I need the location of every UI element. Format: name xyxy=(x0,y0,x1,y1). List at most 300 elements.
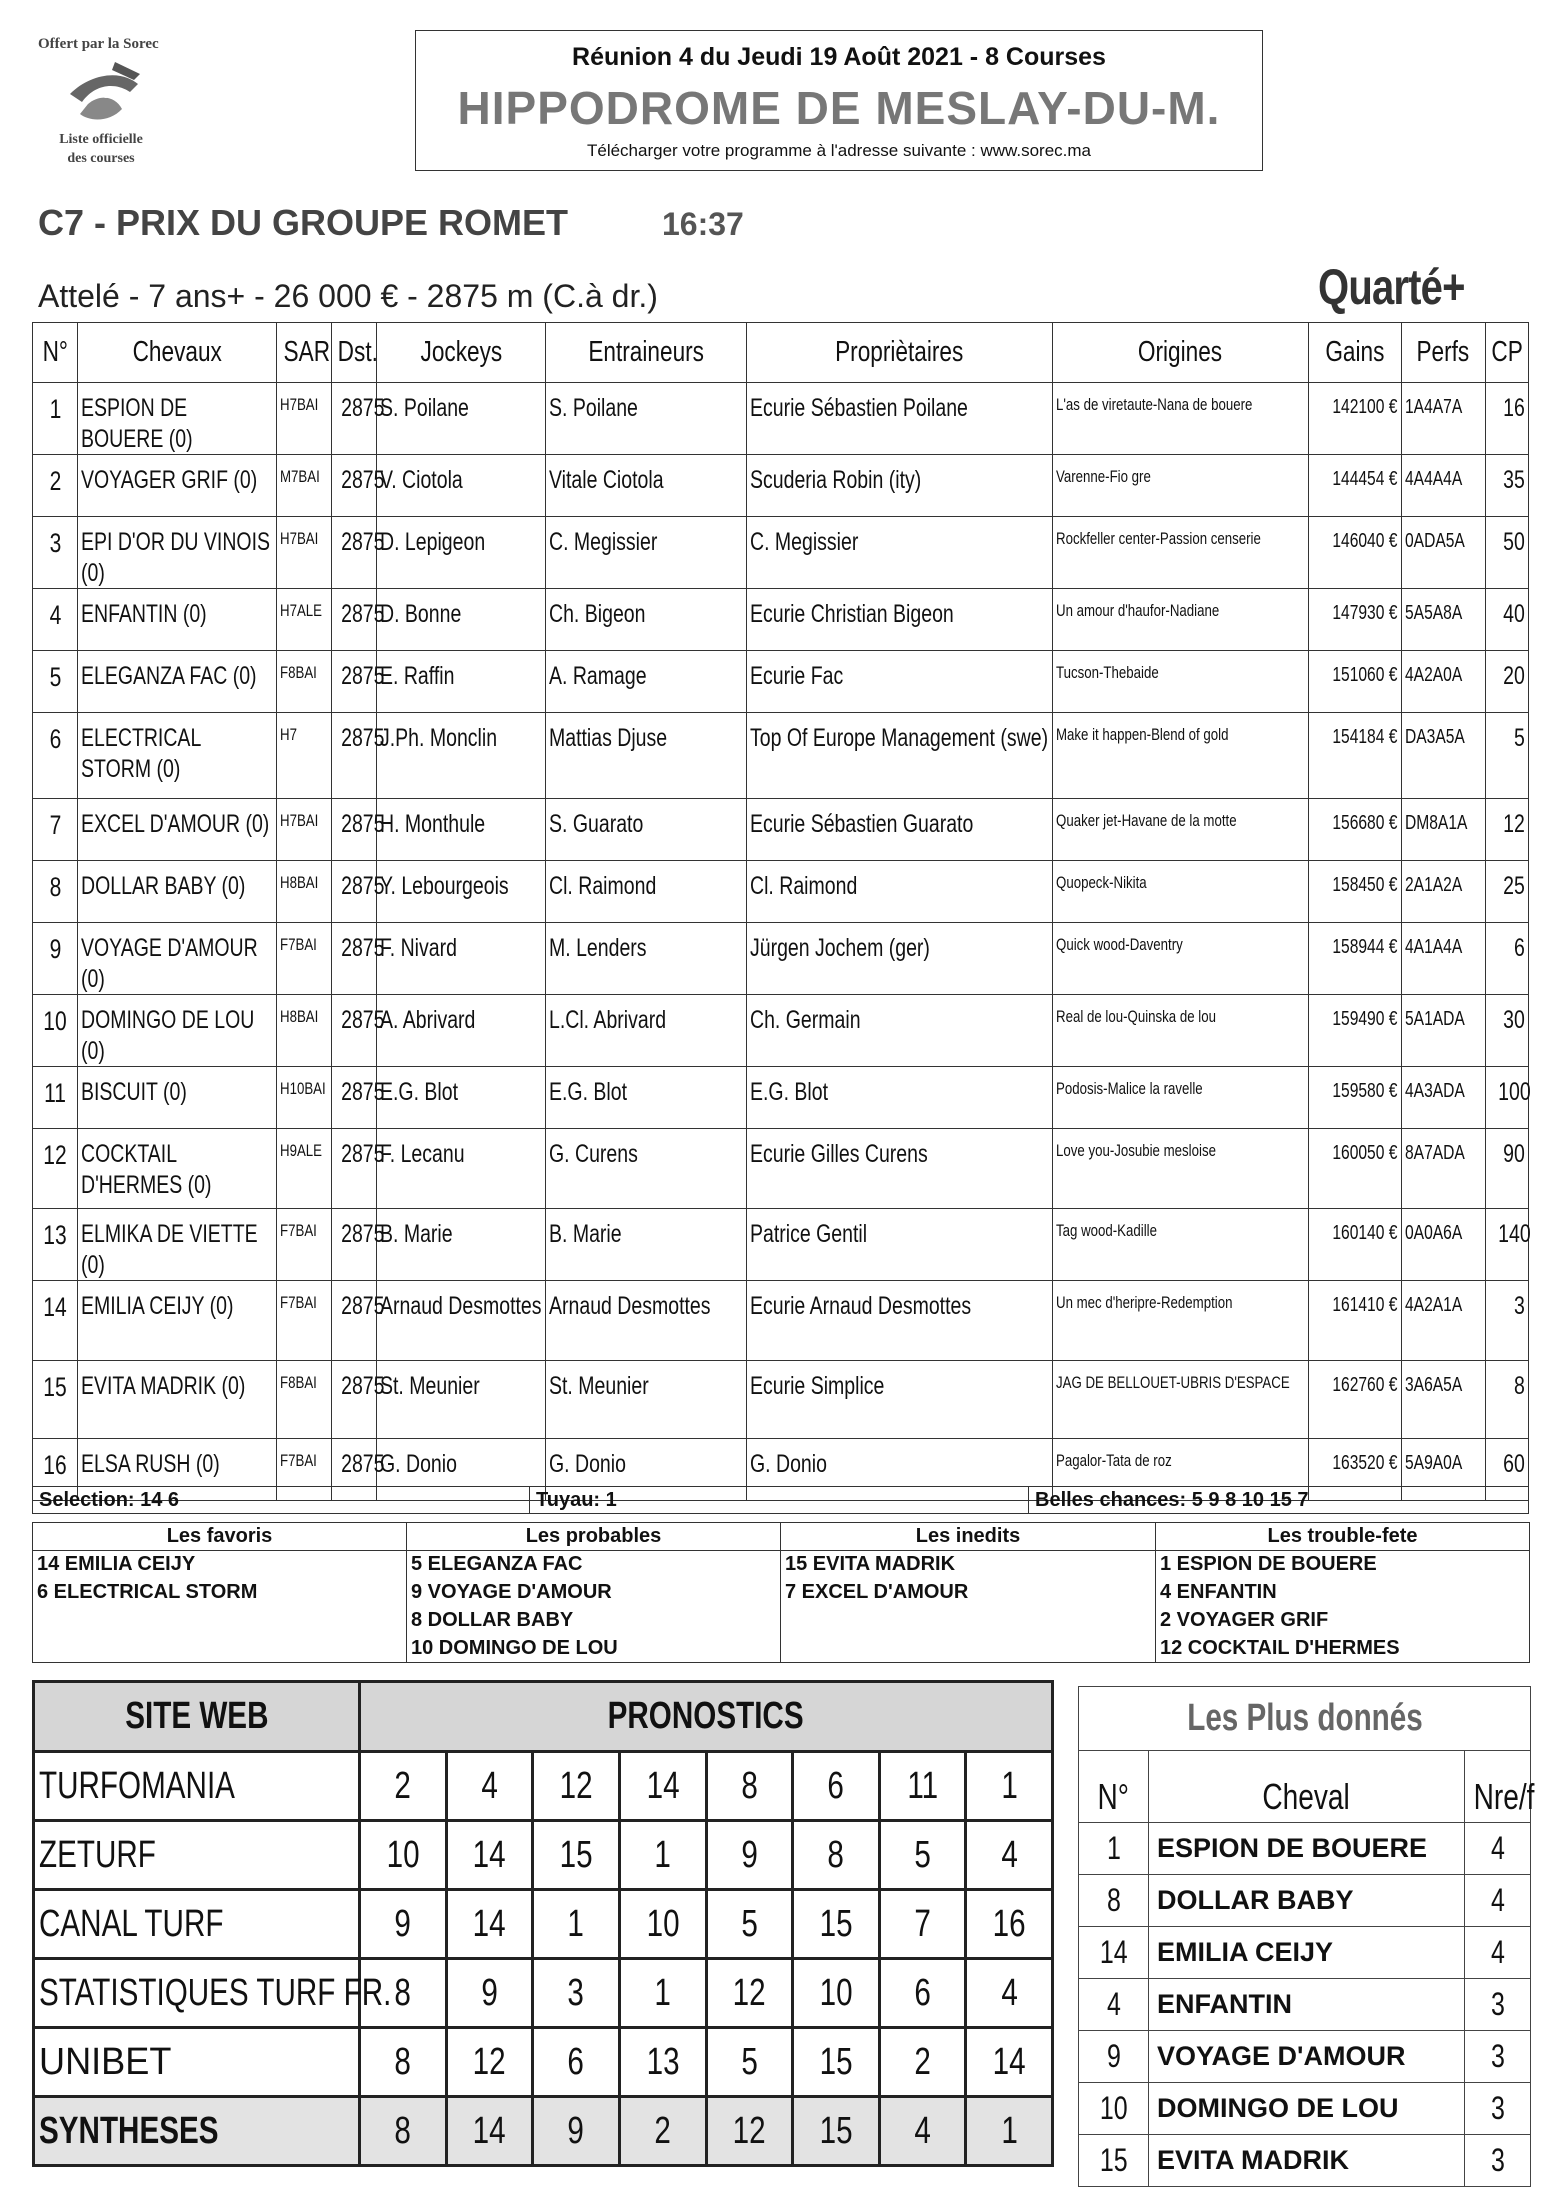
runner-jockey: D. Lepigeon xyxy=(376,517,545,589)
runner-perfs: 0ADA5A xyxy=(1401,517,1485,589)
pronostic-pick: 6 xyxy=(533,2028,620,2097)
runner-jockey: A. Abrivard xyxy=(376,995,545,1067)
runners-table xyxy=(32,322,1529,1501)
runner-trainer: B. Marie xyxy=(546,1209,746,1281)
runner-owner: Patrice Gentil xyxy=(746,1209,1052,1281)
download-note: Télécharger votre programme à l'adresse suivante : www.sorec.ma xyxy=(586,141,1091,160)
category-cell: 15 EVITA MADRIK xyxy=(781,1551,1156,1579)
runner-cp: 90 xyxy=(1485,1129,1528,1209)
pronostic-site: TURFOMANIA xyxy=(34,1752,360,1821)
runner-cp: 8 xyxy=(1485,1361,1528,1439)
runner-owner: Top Of Europe Management (swe) xyxy=(746,713,1052,799)
runner-row[interactable] xyxy=(33,995,1529,1067)
category-header: Les favoris xyxy=(33,1523,407,1551)
runner-sar: H8BAI xyxy=(277,861,331,923)
runner-number: 13 xyxy=(33,1209,78,1281)
runner-cp: 30 xyxy=(1485,995,1528,1067)
runner-trainer: Vitale Ciotola xyxy=(546,455,746,517)
pronostic-pick: 12 xyxy=(533,1752,620,1821)
pronostic-pick: 15 xyxy=(793,1890,880,1959)
pronostics-header-row xyxy=(34,1682,1053,1752)
category-row xyxy=(33,1607,1530,1635)
pronostic-pick: 1 xyxy=(533,1890,620,1959)
runner-owner: Ecurie Sébastien Poilane xyxy=(746,383,1052,455)
runner-perfs: DA3A5A xyxy=(1401,713,1485,799)
pronostic-pick: 6 xyxy=(793,1752,880,1821)
pronostic-pick: 12 xyxy=(706,1959,793,2028)
plus-donnes-number: 8 xyxy=(1079,1875,1149,1927)
runners-header-row xyxy=(33,323,1529,383)
runner-distance: 2875 xyxy=(331,651,376,713)
plus-donnes-horse: ENFANTIN xyxy=(1149,1979,1465,2031)
runner-cp: 60 xyxy=(1485,1439,1528,1501)
runner-origin: Love you-Josubie mesloise xyxy=(1052,1129,1309,1209)
runner-horse: ESPION DE BOUERE (0) xyxy=(78,383,277,455)
runner-sar: F8BAI xyxy=(277,651,331,713)
runner-number: 9 xyxy=(33,923,78,995)
runner-distance: 2875 xyxy=(331,1361,376,1439)
runner-owner: Ecurie Christian Bigeon xyxy=(746,589,1052,651)
runner-gains: 151060 € xyxy=(1309,651,1401,713)
tuyau-text: Tuyau: 1 xyxy=(530,1487,1029,1513)
col-trainer-header: Entraineurs xyxy=(546,323,746,383)
plus-donnes-row xyxy=(1079,2031,1531,2083)
runner-gains: 158450 € xyxy=(1309,861,1401,923)
runner-perfs: 4A2A0A xyxy=(1401,651,1485,713)
runner-row[interactable] xyxy=(33,1067,1529,1129)
runner-distance: 2875 xyxy=(331,713,376,799)
runner-cp: 16 xyxy=(1485,383,1528,455)
category-header: Les probables xyxy=(407,1523,781,1551)
runner-gains: 161410 € xyxy=(1309,1281,1401,1361)
runner-trainer: Mattias Djuse xyxy=(546,713,746,799)
pronostic-pick: 4 xyxy=(966,1959,1053,2028)
pronostic-pick: 5 xyxy=(706,1890,793,1959)
runner-gains: 158944 € xyxy=(1309,923,1401,995)
plus-donnes-header: Cheval xyxy=(1149,1751,1465,1823)
runner-perfs: 8A7ADA xyxy=(1401,1129,1485,1209)
runner-distance: 2875 xyxy=(331,1439,376,1501)
runner-origin: Quick wood-Daventry xyxy=(1052,923,1309,995)
runner-distance: 2875 xyxy=(331,589,376,651)
sorec-logo xyxy=(30,30,180,170)
runner-horse: ENFANTIN (0) xyxy=(78,589,277,651)
pronostic-pick: 14 xyxy=(446,2097,533,2166)
runner-owner: E.G. Blot xyxy=(746,1067,1052,1129)
bet-type: Quarté+ xyxy=(1318,259,1465,315)
runner-gains: 156680 € xyxy=(1309,799,1401,861)
race-conditions: Attelé - 7 ans+ - 26 000 € - 2875 m (C.à dr.) xyxy=(38,278,658,314)
runner-jockey: E. Raffin xyxy=(376,651,545,713)
runner-horse: EPI D'OR DU VINOIS (0) xyxy=(78,517,277,589)
category-cell xyxy=(781,1635,1156,1663)
runner-horse: EMILIA CEIJY (0) xyxy=(78,1281,277,1361)
runner-trainer: Ch. Bigeon xyxy=(546,589,746,651)
pronostic-pick: 12 xyxy=(706,2097,793,2166)
pronostic-row xyxy=(34,2028,1053,2097)
plus-donnes-horse: VOYAGE D'AMOUR xyxy=(1149,2031,1465,2083)
runner-sar: H7ALE xyxy=(277,589,331,651)
runner-jockey: F. Nivard xyxy=(376,923,545,995)
runner-perfs: 4A2A1A xyxy=(1401,1281,1485,1361)
logo-bottom-text: Liste officielle des courses xyxy=(59,132,143,166)
pronostic-pick: 7 xyxy=(879,1890,966,1959)
runner-distance: 2875 xyxy=(331,1209,376,1281)
pronostic-pick: 15 xyxy=(793,2097,880,2166)
plus-donnes-title: Les Plus donnés xyxy=(1079,1687,1531,1751)
runner-row[interactable] xyxy=(33,799,1529,861)
category-cell xyxy=(33,1635,407,1663)
runner-owner: Scuderia Robin (ity) xyxy=(746,455,1052,517)
category-cell: 14 EMILIA CEIJY xyxy=(33,1551,407,1579)
runner-trainer: St. Meunier xyxy=(546,1361,746,1439)
runner-number: 15 xyxy=(33,1361,78,1439)
runner-number: 6 xyxy=(33,713,78,799)
runner-distance: 2875 xyxy=(331,799,376,861)
runner-owner: Ecurie Fac xyxy=(746,651,1052,713)
runner-number: 8 xyxy=(33,861,78,923)
runner-origin: L'as de viretaute-Nana de bouere xyxy=(1052,383,1309,455)
runner-horse: VOYAGE D'AMOUR (0) xyxy=(78,923,277,995)
plus-donnes-number: 10 xyxy=(1079,2083,1149,2135)
plus-donnes-row xyxy=(1079,1979,1531,2031)
pronostic-pick: 9 xyxy=(533,2097,620,2166)
category-cell: 5 ELEGANZA FAC xyxy=(407,1551,781,1579)
runner-gains: 159490 € xyxy=(1309,995,1401,1067)
runner-jockey: Arnaud Desmottes xyxy=(376,1281,545,1361)
runner-jockey: St. Meunier xyxy=(376,1361,545,1439)
runner-sar: H10BAI xyxy=(277,1067,331,1129)
runner-row[interactable] xyxy=(33,861,1529,923)
runner-row[interactable] xyxy=(33,517,1529,589)
runner-horse: ELECTRICAL STORM (0) xyxy=(78,713,277,799)
plus-donnes-count: 4 xyxy=(1465,1927,1531,1979)
plus-donnes-horse: EVITA MADRIK xyxy=(1149,2135,1465,2187)
runner-sar: H7BAI xyxy=(277,383,331,455)
pronostic-pick: 2 xyxy=(619,2097,706,2166)
runner-trainer: L.Cl. Abrivard xyxy=(546,995,746,1067)
runner-number: 5 xyxy=(33,651,78,713)
pronostic-row xyxy=(34,1890,1053,1959)
runner-gains: 146040 € xyxy=(1309,517,1401,589)
runner-distance: 2875 xyxy=(331,1067,376,1129)
runner-jockey: D. Bonne xyxy=(376,589,545,651)
category-cell: 9 VOYAGE D'AMOUR xyxy=(407,1579,781,1607)
runner-cp: 12 xyxy=(1485,799,1528,861)
runner-sar: F8BAI xyxy=(277,1361,331,1439)
plus-donnes-count: 4 xyxy=(1465,1875,1531,1927)
runner-row[interactable] xyxy=(33,383,1529,455)
pronostic-row xyxy=(34,1752,1053,1821)
pronostic-pick: 3 xyxy=(533,1959,620,2028)
plus-donnes-count: 3 xyxy=(1465,2135,1531,2187)
meeting-date: Réunion 4 du Jeudi 19 Août 2021 - 8 Courses xyxy=(572,43,1106,71)
runner-horse: EVITA MADRIK (0) xyxy=(78,1361,277,1439)
pronostic-pick: 11 xyxy=(879,1752,966,1821)
pronostic-pick: 2 xyxy=(879,2028,966,2097)
runner-sar: H7 xyxy=(277,713,331,799)
runner-trainer: G. Donio xyxy=(546,1439,746,1501)
runner-distance: 2875 xyxy=(331,517,376,589)
runner-sar: F7BAI xyxy=(277,1439,331,1501)
runner-number: 14 xyxy=(33,1281,78,1361)
runner-cp: 40 xyxy=(1485,589,1528,651)
pronostic-pick: 16 xyxy=(966,1890,1053,1959)
runner-origin: Quaker jet-Havane de la motte xyxy=(1052,799,1309,861)
pronostic-pick: 8 xyxy=(360,2028,447,2097)
runner-number: 10 xyxy=(33,995,78,1067)
pronostic-row xyxy=(34,2097,1053,2166)
col-cp-header: CP xyxy=(1485,323,1528,383)
runner-perfs: 5A9A0A xyxy=(1401,1439,1485,1501)
plus-donnes-row xyxy=(1079,2135,1531,2187)
runner-number: 1 xyxy=(33,383,78,455)
pronostic-pick: 15 xyxy=(533,1821,620,1890)
runner-gains: 159580 € xyxy=(1309,1067,1401,1129)
race-time: 16:37 xyxy=(662,206,744,242)
runner-origin: Quopeck-Nikita xyxy=(1052,861,1309,923)
pronostic-pick: 9 xyxy=(360,1890,447,1959)
runner-jockey: E.G. Blot xyxy=(376,1067,545,1129)
runner-jockey: G. Donio xyxy=(376,1439,545,1501)
runner-owner: G. Donio xyxy=(746,1439,1052,1501)
runner-jockey: Y. Lebourgeois xyxy=(376,861,545,923)
pronostic-pick: 1 xyxy=(619,1821,706,1890)
runner-perfs: DM8A1A xyxy=(1401,799,1485,861)
pronostic-pick: 5 xyxy=(879,1821,966,1890)
pronostic-row xyxy=(34,1959,1053,2028)
runner-trainer: C. Megissier xyxy=(546,517,746,589)
pronostic-pick: 14 xyxy=(966,2028,1053,2097)
runner-sar: F7BAI xyxy=(277,1281,331,1361)
pronostic-pick: 8 xyxy=(360,2097,447,2166)
runner-cp: 6 xyxy=(1485,923,1528,995)
runner-gains: 160050 € xyxy=(1309,1129,1401,1209)
plus-donnes-horse: ESPION DE BOUERE xyxy=(1149,1823,1465,1875)
runner-perfs: 4A4A4A xyxy=(1401,455,1485,517)
runner-distance: 2875 xyxy=(331,455,376,517)
runner-distance: 2875 xyxy=(331,861,376,923)
runner-gains: 144454 € xyxy=(1309,455,1401,517)
plus-donnes-row xyxy=(1079,2083,1531,2135)
runner-sar: H7BAI xyxy=(277,517,331,589)
runner-horse: DOMINGO DE LOU (0) xyxy=(78,995,277,1067)
runner-distance: 2875 xyxy=(331,383,376,455)
plus-donnes-count: 4 xyxy=(1465,1823,1531,1875)
runner-gains: 163520 € xyxy=(1309,1439,1401,1501)
plus-donnes-horse: DOLLAR BABY xyxy=(1149,1875,1465,1927)
runner-perfs: 4A1A4A xyxy=(1401,923,1485,995)
col-sar-header: SAR xyxy=(277,323,331,383)
runner-horse: ELMIKA DE VIETTE (0) xyxy=(78,1209,277,1281)
col-perfs-header: Perfs xyxy=(1401,323,1485,383)
runner-distance: 2875 xyxy=(331,1129,376,1209)
runner-number: 16 xyxy=(33,1439,78,1501)
pronostic-pick: 9 xyxy=(706,1821,793,1890)
runner-number: 3 xyxy=(33,517,78,589)
category-row xyxy=(33,1635,1530,1663)
pronostic-pick: 12 xyxy=(446,2028,533,2097)
runner-jockey: S. Poilane xyxy=(376,383,545,455)
plus-donnes-table xyxy=(1078,1686,1535,2187)
runner-perfs: 4A3ADA xyxy=(1401,1067,1485,1129)
col-num-header: N° xyxy=(33,323,78,383)
pronostic-pick: 1 xyxy=(966,2097,1053,2166)
runner-gains: 160140 € xyxy=(1309,1209,1401,1281)
runner-jockey: H. Monthule xyxy=(376,799,545,861)
site-web-header: SITE WEB xyxy=(34,1682,360,1752)
col-jockey-header: Jockeys xyxy=(376,323,545,383)
runner-origin: Rockfeller center-Passion censerie xyxy=(1052,517,1309,589)
runner-origin: Tucson-Thebaide xyxy=(1052,651,1309,713)
pronostic-pick: 8 xyxy=(706,1752,793,1821)
race-title: C7 - PRIX DU GROUPE ROMET xyxy=(38,202,569,243)
plus-donnes-row xyxy=(1079,1823,1531,1875)
runner-origin: Real de lou-Quinska de lou xyxy=(1052,995,1309,1067)
runner-jockey: J.Ph. Monclin xyxy=(376,713,545,799)
pronostic-pick: 14 xyxy=(446,1890,533,1959)
pronostic-pick: 1 xyxy=(619,1959,706,2028)
category-cell: 6 ELECTRICAL STORM xyxy=(33,1579,407,1607)
runner-sar: H8BAI xyxy=(277,995,331,1067)
runner-row[interactable] xyxy=(33,1281,1529,1361)
runner-row[interactable] xyxy=(33,713,1529,799)
runner-row[interactable] xyxy=(33,1129,1529,1209)
pronostic-pick: 2 xyxy=(360,1752,447,1821)
category-header: Les trouble-fete xyxy=(1156,1523,1530,1551)
runner-cp: 140 xyxy=(1485,1209,1528,1281)
runner-number: 11 xyxy=(33,1067,78,1129)
plus-donnes-number: 1 xyxy=(1079,1823,1149,1875)
runner-horse: COCKTAIL D'HERMES (0) xyxy=(78,1129,277,1209)
runner-number: 12 xyxy=(33,1129,78,1209)
pronostic-pick: 10 xyxy=(793,1959,880,2028)
col-owner-header: Propriètaires xyxy=(746,323,1052,383)
runner-gains: 162760 € xyxy=(1309,1361,1401,1439)
pronostic-pick: 4 xyxy=(879,2097,966,2166)
runner-row[interactable] xyxy=(33,923,1529,995)
runner-origin: Un mec d'heripre-Redemption xyxy=(1052,1281,1309,1361)
runner-owner: Ecurie Gilles Curens xyxy=(746,1129,1052,1209)
runner-gains: 154184 € xyxy=(1309,713,1401,799)
pronostic-site: ZETURF xyxy=(34,1821,360,1890)
plus-donnes-number: 15 xyxy=(1079,2135,1149,2187)
runner-jockey: F. Lecanu xyxy=(376,1129,545,1209)
pronostic-pick: 9 xyxy=(446,1959,533,2028)
runner-distance: 2875 xyxy=(331,995,376,1067)
plus-donnes-number: 9 xyxy=(1079,2031,1149,2083)
pronostic-pick: 4 xyxy=(446,1752,533,1821)
runner-horse: ELEGANZA FAC (0) xyxy=(78,651,277,713)
pronostic-pick: 14 xyxy=(619,1752,706,1821)
pronostic-row xyxy=(34,1821,1053,1890)
horse-rider-icon xyxy=(60,54,150,134)
runner-owner: Jürgen Jochem (ger) xyxy=(746,923,1052,995)
runner-row[interactable] xyxy=(33,455,1529,517)
runner-sar: H7BAI xyxy=(277,799,331,861)
plus-donnes-count: 3 xyxy=(1465,2031,1531,2083)
pronostic-pick: 10 xyxy=(360,1821,447,1890)
pronostic-site: UNIBET xyxy=(34,2028,360,2097)
runner-perfs: 5A5A8A xyxy=(1401,589,1485,651)
runner-owner: Ecurie Simplice xyxy=(746,1361,1052,1439)
plus-donnes-number: 4 xyxy=(1079,1979,1149,2031)
runner-horse: VOYAGER GRIF (0) xyxy=(78,455,277,517)
runner-origin: Podosis-Malice la ravelle xyxy=(1052,1067,1309,1129)
col-dst-header: Dst. xyxy=(331,323,376,383)
runner-cp: 25 xyxy=(1485,861,1528,923)
runner-origin: Tag wood-Kadille xyxy=(1052,1209,1309,1281)
runner-number: 7 xyxy=(33,799,78,861)
runner-cp: 100 xyxy=(1485,1067,1528,1129)
runner-horse: DOLLAR BABY (0) xyxy=(78,861,277,923)
runner-number: 2 xyxy=(33,455,78,517)
pronostic-site: SYNTHESES xyxy=(34,2097,360,2166)
category-cell xyxy=(781,1607,1156,1635)
category-cell: 7 EXCEL D'AMOUR xyxy=(781,1579,1156,1607)
col-origin-header: Origines xyxy=(1052,323,1309,383)
runner-owner: Cl. Raimond xyxy=(746,861,1052,923)
runner-trainer: G. Curens xyxy=(546,1129,746,1209)
categories-header-row xyxy=(33,1523,1530,1551)
runner-gains: 147930 € xyxy=(1309,589,1401,651)
runner-trainer: Cl. Raimond xyxy=(546,861,746,923)
category-cell: 10 DOMINGO DE LOU xyxy=(407,1635,781,1663)
runner-row[interactable] xyxy=(33,1209,1529,1281)
runner-cp: 50 xyxy=(1485,517,1528,589)
runner-origin: Un amour d'haufor-Nadiane xyxy=(1052,589,1309,651)
runner-owner: C. Megissier xyxy=(746,517,1052,589)
plus-donnes-horse: DOMINGO DE LOU xyxy=(1149,2083,1465,2135)
runner-row[interactable] xyxy=(33,1361,1529,1439)
pronostic-site: CANAL TURF xyxy=(34,1890,360,1959)
runner-cp: 5 xyxy=(1485,713,1528,799)
category-cell: 8 DOLLAR BABY xyxy=(407,1607,781,1635)
category-cell: 4 ENFANTIN xyxy=(1156,1579,1530,1607)
category-row xyxy=(33,1551,1530,1579)
runner-trainer: S. Poilane xyxy=(546,383,746,455)
runner-trainer: E.G. Blot xyxy=(546,1067,746,1129)
runner-cp: 3 xyxy=(1485,1281,1528,1361)
logo-top-text: Offert par la Sorec xyxy=(38,36,159,52)
runner-sar: F7BAI xyxy=(277,923,331,995)
runner-owner: Ecurie Sébastien Guarato xyxy=(746,799,1052,861)
runner-row[interactable] xyxy=(33,589,1529,651)
runner-number: 4 xyxy=(33,589,78,651)
plus-donnes-header: Nre/f xyxy=(1465,1751,1531,1823)
runner-perfs: 3A6A5A xyxy=(1401,1361,1485,1439)
categories-table xyxy=(32,1522,1530,1663)
runner-sar: H9ALE xyxy=(277,1129,331,1209)
plus-donnes-count: 3 xyxy=(1465,2083,1531,2135)
runner-origin: Pagalor-Tata de roz xyxy=(1052,1439,1309,1501)
pronostic-pick: 6 xyxy=(879,1959,966,2028)
category-row xyxy=(33,1579,1530,1607)
category-cell xyxy=(33,1607,407,1635)
runner-sar: F7BAI xyxy=(277,1209,331,1281)
runner-origin: Varenne-Fio gre xyxy=(1052,455,1309,517)
col-gains-header: Gains xyxy=(1309,323,1401,383)
runner-row[interactable] xyxy=(33,651,1529,713)
runner-jockey: B. Marie xyxy=(376,1209,545,1281)
plus-donnes-header-row xyxy=(1079,1751,1531,1823)
meeting-header xyxy=(415,30,1263,171)
pronostic-pick: 1 xyxy=(966,1752,1053,1821)
category-cell: 12 COCKTAIL D'HERMES xyxy=(1156,1635,1530,1663)
selection-text: Selection: 14 6 xyxy=(33,1487,530,1513)
runner-distance: 2875 xyxy=(331,923,376,995)
runner-perfs: 0A0A6A xyxy=(1401,1209,1485,1281)
